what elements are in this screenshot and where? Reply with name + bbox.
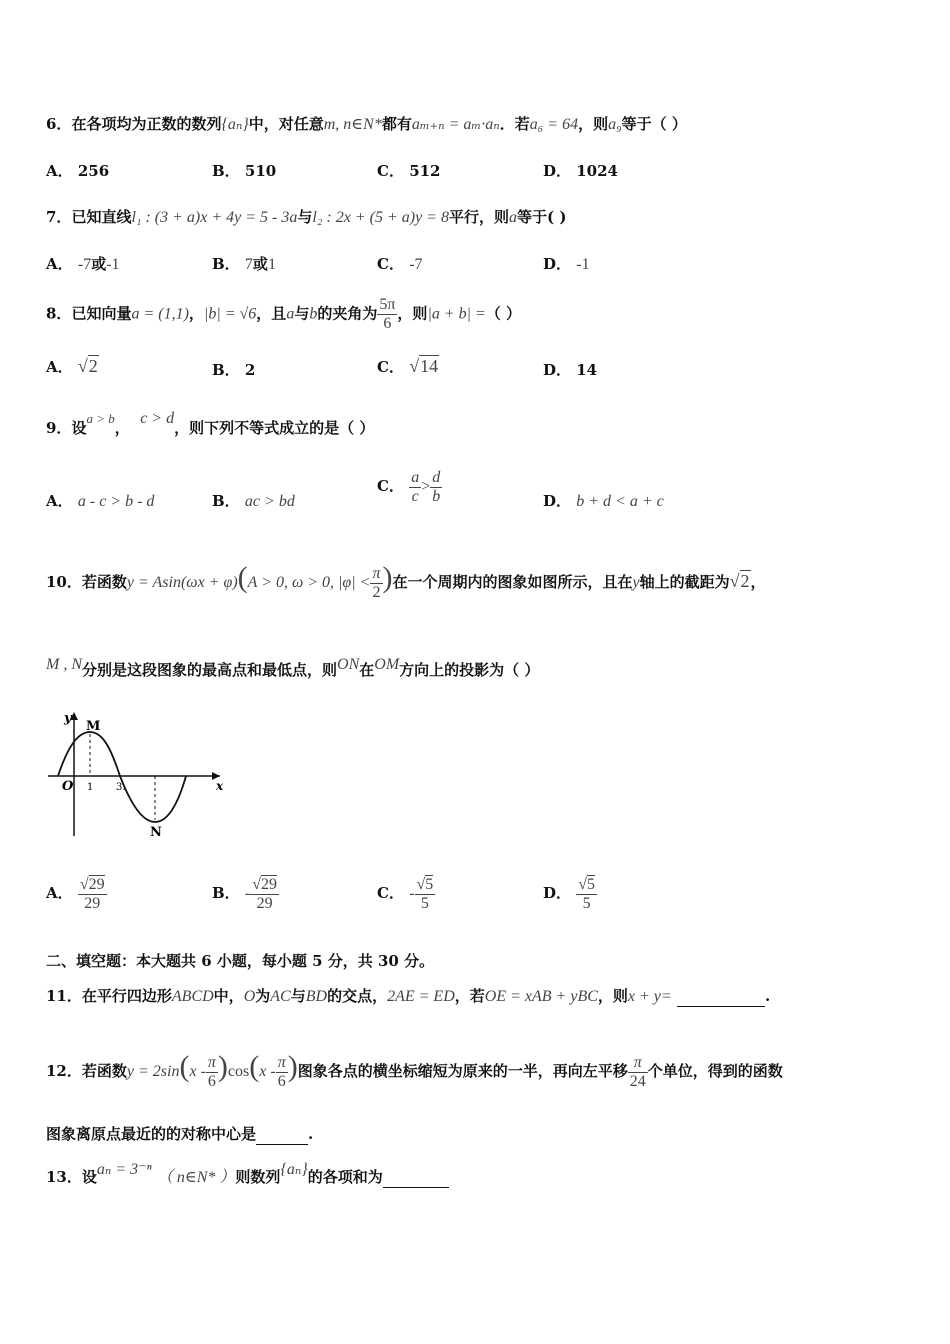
- q10-option-d: D． $\frac{√5}{5}$: [543, 875, 596, 912]
- q13-stem: 13．设aₙ = 3⁻ⁿ （ n∈N* ）则数列{aₙ}的各项和为: [46, 1167, 449, 1188]
- q7-stem: 7．已知直线l₁ : (3 + a)x + 4y = 5 - 3a与l₂ : 2x + (5 + a)y = 8平行，则a等于( ): [46, 208, 567, 226]
- origin-label: O: [62, 779, 74, 794]
- tick-3-label: 3.: [116, 782, 126, 793]
- sine-graph: [44, 708, 224, 840]
- q9-option-c: C． $\frac{a}{c}$ > $\frac{d}{b}$: [377, 468, 441, 505]
- sine-curve: [58, 732, 186, 822]
- q8-option-d: D． 14: [543, 361, 598, 379]
- x-axis-label: x: [216, 779, 224, 793]
- q9-option-a: A． a - c > b - d: [46, 492, 155, 510]
- q10-option-a: A． $\frac{√29}{29}$: [46, 875, 105, 912]
- q6-option-c: C． 512: [377, 162, 441, 180]
- q7-option-b: B． 7或1: [212, 255, 276, 273]
- q12-stem-line1: 12．若函数y = 2sin(x - $\frac{\pi}{6}$ )cos(x - $\frac{\pi}{6}$ )图象各点的横坐标缩短为原来的一半，再向左平移 $\frac{\pi}{24}$ 个单位，得到的函数: [46, 1050, 783, 1090]
- q8-option-c: C． √14: [377, 356, 439, 376]
- q11-answer-blank[interactable]: [677, 986, 765, 1007]
- q7-option-d: D． -1: [543, 255, 590, 273]
- q11-stem: 11．在平行四边形ABCD中，O为AC与BD的交点，2AE = ED，若OE = xAB + yBC，则x + y= .: [46, 987, 771, 1005]
- y-axis-label: y: [64, 711, 72, 726]
- section-2-title: 二、填空题：本大题共 6 小题，每小题 5 分，共 30 分。: [46, 952, 435, 970]
- q12-answer-blank[interactable]: [256, 1124, 308, 1145]
- q8-stem: 8．已知向量a = (1,1)，|b| = √6，且a与b的夹角为 $\frac{5\pi}{6}$ ，则|a + b| =（ ）: [46, 296, 522, 332]
- q6-option-b: B． 510: [212, 162, 277, 180]
- q10-stem-line2: M , N分别是这段图象的最高点和最低点，则ON在OM方向上的投影为（ ）: [46, 656, 540, 679]
- max-point-label: M: [86, 719, 101, 734]
- q8-option-a: A． √2: [46, 356, 98, 376]
- q13-answer-blank[interactable]: [383, 1167, 449, 1188]
- q12-stem-line2: 图象离原点最近的的对称中心是 .: [46, 1125, 314, 1143]
- q6-stem: 6．在各项均为正数的数列{aₙ}中，对任意m, n∈N*都有aₘ₊ₙ = aₘ·aₙ．若a₆ = 64，则a₉等于（ ）: [46, 115, 687, 133]
- q8-option-b: B． 2: [212, 361, 256, 379]
- min-point-label: N: [150, 825, 162, 840]
- q6-option-a: A． 256: [46, 162, 110, 180]
- q9-option-d: D． b + d < a + c: [543, 492, 664, 510]
- q6-option-d: D． 1024: [543, 162, 618, 180]
- tick-1-label: 1: [87, 782, 94, 793]
- q10-option-c: C． - $\frac{√5}{5}$: [377, 875, 434, 912]
- q10-option-b: B． - $\frac{√29}{29}$: [212, 875, 278, 912]
- q7-option-a: A． -7或-1: [46, 255, 120, 273]
- q9-stem: 9．设a > b， c > d，则下列不等式成立的是（ ）: [46, 410, 375, 437]
- q7-option-c: C． -7: [377, 255, 423, 273]
- q9-option-b: B． ac > bd: [212, 492, 295, 510]
- q10-stem-line1: 10．若函数y = Asin(ωx + φ)(A > 0, ω > 0, |φ| < $\frac{\pi}{2}$ )在一个周期内的图象如图所示，且在y轴上的截距为√2，: [46, 561, 766, 601]
